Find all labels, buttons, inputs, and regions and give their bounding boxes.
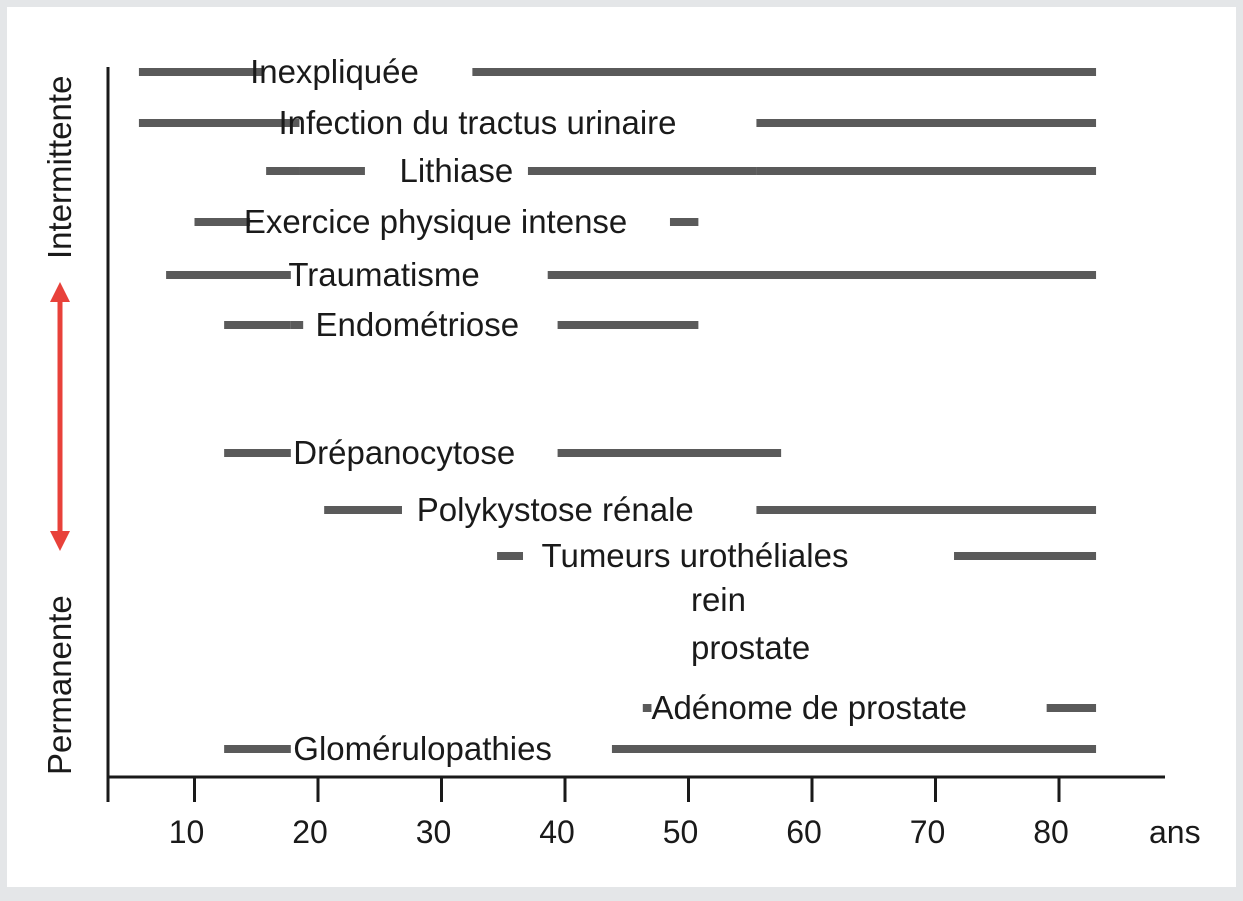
- range-bar-6-0: [224, 449, 291, 457]
- range-bar-6-1: [558, 449, 782, 457]
- range-bar-8-0: [497, 552, 523, 560]
- row-label-1: Infection du tractus urinaire: [278, 104, 677, 141]
- y-label-intermittent: Intermittente: [41, 75, 78, 259]
- range-bar-1-0: [139, 119, 300, 127]
- y-label-permanent: Permanente: [41, 595, 78, 775]
- x-tick-label-80: 80: [1033, 814, 1069, 850]
- x-tick-label-50: 50: [662, 814, 699, 850]
- row-label-4: Traumatisme: [288, 256, 480, 293]
- range-bar-5-1: [291, 321, 303, 329]
- range-bar-7-0: [324, 506, 402, 514]
- range-bar-8-1: [954, 552, 1096, 560]
- row-label-8: Tumeurs urothéliales: [541, 537, 849, 574]
- row-labels: [244, 53, 967, 767]
- chart-panel: [7, 7, 1236, 887]
- range-bar-1-1: [756, 119, 1096, 127]
- row-label-3: Exercice physique intense: [243, 203, 628, 240]
- x-tick-label-20: 20: [292, 814, 328, 850]
- row-label-0: Inexpliquée: [250, 53, 419, 90]
- range-bar-0-1: [472, 68, 1096, 76]
- range-bar-11-1: [1047, 704, 1096, 712]
- range-bar-11-0: [643, 704, 652, 712]
- x-tick-label-30: 30: [415, 814, 452, 850]
- row-label-7: Polykystose rénale: [416, 491, 694, 528]
- row-label-11: Adénome de prostate: [651, 689, 967, 726]
- x-tick-label-40: 40: [539, 814, 575, 850]
- range-bar-2-3: [756, 167, 1096, 175]
- chart-svg: [7, 7, 1236, 887]
- row-label-10: prostate: [690, 629, 811, 666]
- range-bar-4-0: [166, 271, 291, 279]
- range-bar-12-1: [612, 745, 1096, 753]
- x-tick-label-70: 70: [909, 814, 946, 850]
- range-bar-4-1: [548, 271, 1096, 279]
- x-tick-label-60: 60: [786, 814, 822, 850]
- range-bar-2-0: [266, 167, 299, 175]
- range-bar-5-0: [224, 321, 291, 329]
- row-label-5: Endométriose: [315, 306, 520, 343]
- range-bar-2-1: [299, 167, 364, 175]
- range-bar-0-0: [139, 68, 262, 76]
- x-axis-label: ans: [1149, 814, 1201, 850]
- x-ticks: [108, 777, 1069, 850]
- row-label-2: Lithiase: [399, 152, 514, 189]
- range-bar-12-0: [224, 745, 291, 753]
- row-label-12: Glomérulopathies: [293, 730, 552, 767]
- range-bar-5-2: [558, 321, 699, 329]
- range-bar-2-2: [528, 167, 756, 175]
- range-bar-3-1: [670, 218, 698, 226]
- range-bars: [139, 68, 1096, 753]
- row-label-9: rein: [690, 581, 747, 618]
- x-tick-label-10: 10: [168, 814, 205, 850]
- range-bar-7-1: [756, 506, 1096, 514]
- range-bar-3-0: [195, 218, 251, 226]
- row-label-6: Drépanocytose: [293, 434, 516, 471]
